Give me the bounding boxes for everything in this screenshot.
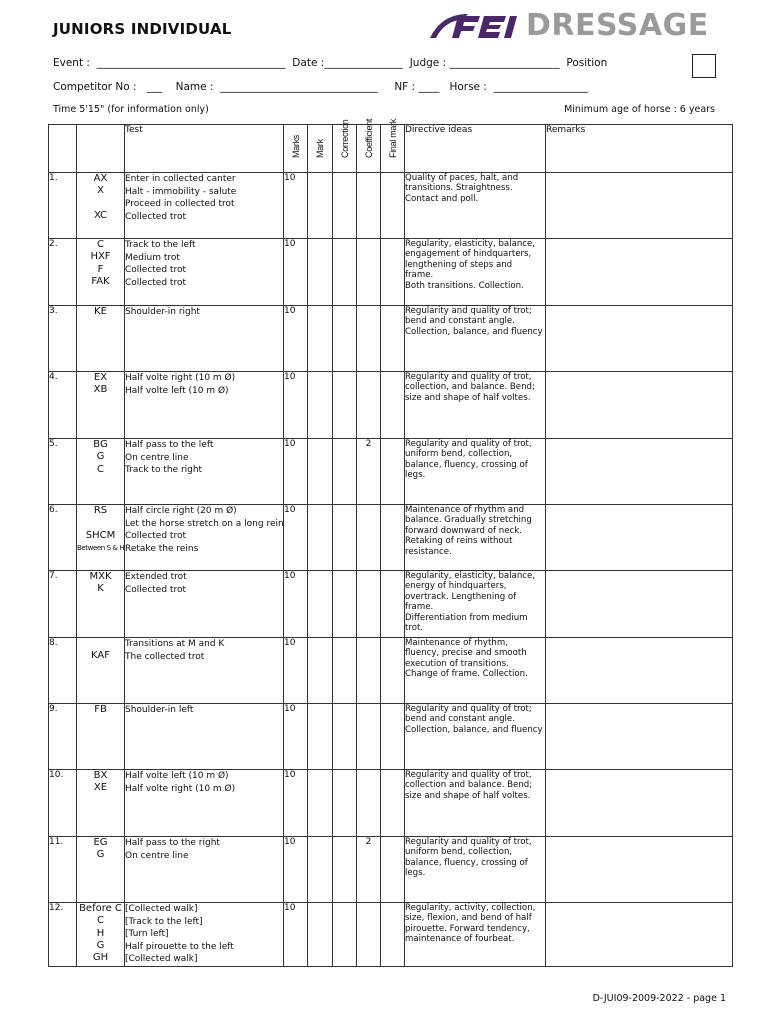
coefficient [357, 306, 381, 372]
table-row [49, 239, 733, 306]
coefficient [357, 903, 381, 967]
event-date-judge-line: Event : ____________________________________ Date :_______________ Judge : _____________________ Position [53, 57, 608, 69]
movement-letters: BG G C [77, 439, 125, 505]
final-mark-input[interactable] [381, 770, 405, 837]
movement-letters: KE [77, 306, 125, 372]
mark-input[interactable] [308, 903, 333, 967]
remarks-input[interactable] [546, 173, 733, 239]
movement-number: 4. [49, 372, 77, 439]
table-row [49, 439, 733, 505]
coefficient [357, 571, 381, 638]
directive-ideas: Quality of paces, halt, and transitions. Straightness. Contact and poll. [405, 173, 546, 239]
table-row [49, 306, 733, 372]
movement-letters: KAF [77, 638, 125, 704]
mark-input[interactable] [308, 173, 333, 239]
header-mark: Mark [308, 125, 333, 173]
correction-input[interactable] [333, 505, 357, 571]
directive-ideas: Regularity and quality of trot, uniform bend, collection, balance, fluency, crossing of legs. [405, 837, 546, 903]
table-row [49, 173, 733, 239]
mark-input[interactable] [308, 704, 333, 770]
final-mark-input[interactable] [381, 306, 405, 372]
final-mark-input[interactable] [381, 704, 405, 770]
mark-input[interactable] [308, 770, 333, 837]
max-marks: 10 [284, 173, 308, 239]
mark-input[interactable] [308, 306, 333, 372]
page-footer: D-JUI09-2009-2022 - page 1 [592, 993, 726, 1004]
coefficient [357, 372, 381, 439]
correction-input[interactable] [333, 306, 357, 372]
coefficient [357, 173, 381, 239]
correction-input[interactable] [333, 173, 357, 239]
correction-input[interactable] [333, 239, 357, 306]
final-mark-input[interactable] [381, 638, 405, 704]
movement-number: 11. [49, 837, 77, 903]
position-box[interactable] [692, 54, 716, 78]
directive-ideas: Regularity and quality of trot; bend and constant angle. Collection, balance, and fluency [405, 704, 546, 770]
min-age-info: Minimum age of horse : 6 years [564, 104, 715, 115]
movement-number: 2. [49, 239, 77, 306]
test-description: Half pass to the left On centre line Track to the right [125, 439, 284, 505]
movement-letters: FB [77, 704, 125, 770]
coefficient [357, 638, 381, 704]
final-mark-input[interactable] [381, 571, 405, 638]
table-row [49, 704, 733, 770]
test-description: Enter in collected canter Halt - immobility - salute Proceed in collected trot Collected trot [125, 173, 284, 239]
max-marks: 10 [284, 372, 308, 439]
page-title: JUNIORS INDIVIDUAL [53, 20, 232, 38]
header-correction: Correction [333, 125, 357, 173]
movement-letters: MXK K [77, 571, 125, 638]
directive-ideas: Regularity, elasticity, balance, energy of hindquarters, overtrack. Lengthening of frame. Differentiation from medium trot. [405, 571, 546, 638]
table-row [49, 505, 733, 571]
movement-number: 6. [49, 505, 77, 571]
remarks-input[interactable] [546, 903, 733, 967]
correction-input[interactable] [333, 837, 357, 903]
correction-input[interactable] [333, 704, 357, 770]
table-row [49, 638, 733, 704]
test-description: Half pass to the right On centre line [125, 837, 284, 903]
coefficient: 2 [357, 837, 381, 903]
directive-ideas: Regularity, activity, collection, size, flexion, and bend of half pirouette. Forward tendency, maintenance of fourbeat. [405, 903, 546, 967]
competitor-name-line: Competitor No : ___ Name : ______________________________ NF : ____ Horse : __________________ [53, 81, 589, 93]
movement-letters: RS SHCM Between S & H [77, 505, 125, 571]
test-description: Half volte right (10 m Ø) Half volte left (10 m Ø) [125, 372, 284, 439]
movement-number: 8. [49, 638, 77, 704]
remarks-input[interactable] [546, 306, 733, 372]
final-mark-input[interactable] [381, 837, 405, 903]
header-final-mark: Final mark [381, 125, 405, 173]
movement-letters: AX X XC [77, 173, 125, 239]
correction-input[interactable] [333, 770, 357, 837]
max-marks: 10 [284, 439, 308, 505]
remarks-input[interactable] [546, 770, 733, 837]
table-row [49, 571, 733, 638]
header-directive-ideas: Directive ideas [405, 125, 546, 173]
remarks-input[interactable] [546, 439, 733, 505]
test-description: Extended trot Collected trot [125, 571, 284, 638]
max-marks: 10 [284, 837, 308, 903]
coefficient [357, 505, 381, 571]
remarks-input[interactable] [546, 638, 733, 704]
directive-ideas: Regularity and quality of trot, uniform bend, collection, balance, fluency, crossing of legs. [405, 439, 546, 505]
mark-input[interactable] [308, 505, 333, 571]
max-marks: 10 [284, 638, 308, 704]
correction-input[interactable] [333, 439, 357, 505]
table-row [49, 770, 733, 837]
movement-number: 1. [49, 173, 77, 239]
movement-letters: C HXF F FAK [77, 239, 125, 306]
test-description: Half circle right (20 m Ø) Let the horse stretch on a long rein Collected trot Retake the reins [125, 505, 284, 571]
table-row [49, 903, 733, 967]
movement-number: 7. [49, 571, 77, 638]
max-marks: 10 [284, 505, 308, 571]
max-marks: 10 [284, 239, 308, 306]
directive-ideas: Regularity, elasticity, balance, engagement of hindquarters, lengthening of steps and frame. Both transitions. Collection. [405, 239, 546, 306]
movement-letters: EG G [77, 837, 125, 903]
correction-input[interactable] [333, 372, 357, 439]
movement-number: 3. [49, 306, 77, 372]
remarks-input[interactable] [546, 505, 733, 571]
max-marks: 10 [284, 571, 308, 638]
mark-input[interactable] [308, 439, 333, 505]
mark-input[interactable] [308, 571, 333, 638]
coefficient [357, 704, 381, 770]
coefficient: 2 [357, 439, 381, 505]
movement-number: 10. [49, 770, 77, 837]
test-description: Shoulder-in left [125, 704, 284, 770]
max-marks: 10 [284, 704, 308, 770]
final-mark-input[interactable] [381, 173, 405, 239]
header-movement [77, 125, 125, 173]
time-info: Time 5'15" (for information only) [53, 104, 209, 115]
remarks-input[interactable] [546, 704, 733, 770]
remarks-input[interactable] [546, 372, 733, 439]
table-row [49, 372, 733, 439]
movement-letters: BX XE [77, 770, 125, 837]
coefficient [357, 770, 381, 837]
movement-letters: EX XB [77, 372, 125, 439]
directive-ideas: Maintenance of rhythm, fluency, precise and smooth execution of transitions. Change of frame. Collection. [405, 638, 546, 704]
fei-dressage-logo [428, 8, 733, 44]
header-num [49, 125, 77, 173]
mark-input[interactable] [308, 372, 333, 439]
directive-ideas: Regularity and quality of trot; bend and constant angle. Collection, balance, and fluency [405, 306, 546, 372]
logo-wordmark: DRESSAGE [526, 8, 709, 43]
correction-input[interactable] [333, 571, 357, 638]
remarks-input[interactable] [546, 571, 733, 638]
correction-input[interactable] [333, 903, 357, 967]
test-description: Track to the left Medium trot Collected trot Collected trot [125, 239, 284, 306]
remarks-input[interactable] [546, 239, 733, 306]
final-mark-input[interactable] [381, 372, 405, 439]
final-mark-input[interactable] [381, 239, 405, 306]
header-remarks: Remarks [546, 125, 733, 173]
header-test: Test [125, 125, 284, 173]
correction-input[interactable] [333, 638, 357, 704]
movement-number: 9. [49, 704, 77, 770]
fei-logo-icon [428, 8, 518, 44]
coefficient [357, 239, 381, 306]
table-row [49, 837, 733, 903]
header-coefficient: Coefficient [357, 125, 381, 173]
table-header-row [49, 125, 733, 173]
movement-number: 5. [49, 439, 77, 505]
mark-input[interactable] [308, 837, 333, 903]
test-description: [Collected walk] [Track to the left] [Turn left] Half pirouette to the left [Collected walk] [125, 903, 284, 967]
movement-number: 12. [49, 903, 77, 967]
test-description: Shoulder-in right [125, 306, 284, 372]
max-marks: 10 [284, 903, 308, 967]
directive-ideas: Regularity and quality of trot, collection and balance. Bend; size and shape of half voltes. [405, 770, 546, 837]
final-mark-input[interactable] [381, 505, 405, 571]
final-mark-input[interactable] [381, 903, 405, 967]
final-mark-input[interactable] [381, 439, 405, 505]
mark-input[interactable] [308, 239, 333, 306]
directive-ideas: Regularity and quality of trot, collection, and balance. Bend; size and shape of half voltes. [405, 372, 546, 439]
mark-input[interactable] [308, 638, 333, 704]
test-description: Transitions at M and K The collected trot [125, 638, 284, 704]
test-description: Half volte left (10 m Ø) Half volte right (10 m Ø) [125, 770, 284, 837]
header-marks: Marks [284, 125, 308, 173]
movement-letters: Before C C H G GH [77, 903, 125, 967]
directive-ideas: Maintenance of rhythm and balance. Gradually stretching forward downward of neck. Retaking of reins without resistance. [405, 505, 546, 571]
score-sheet-table [48, 118, 733, 967]
max-marks: 10 [284, 770, 308, 837]
remarks-input[interactable] [546, 837, 733, 903]
max-marks: 10 [284, 306, 308, 372]
